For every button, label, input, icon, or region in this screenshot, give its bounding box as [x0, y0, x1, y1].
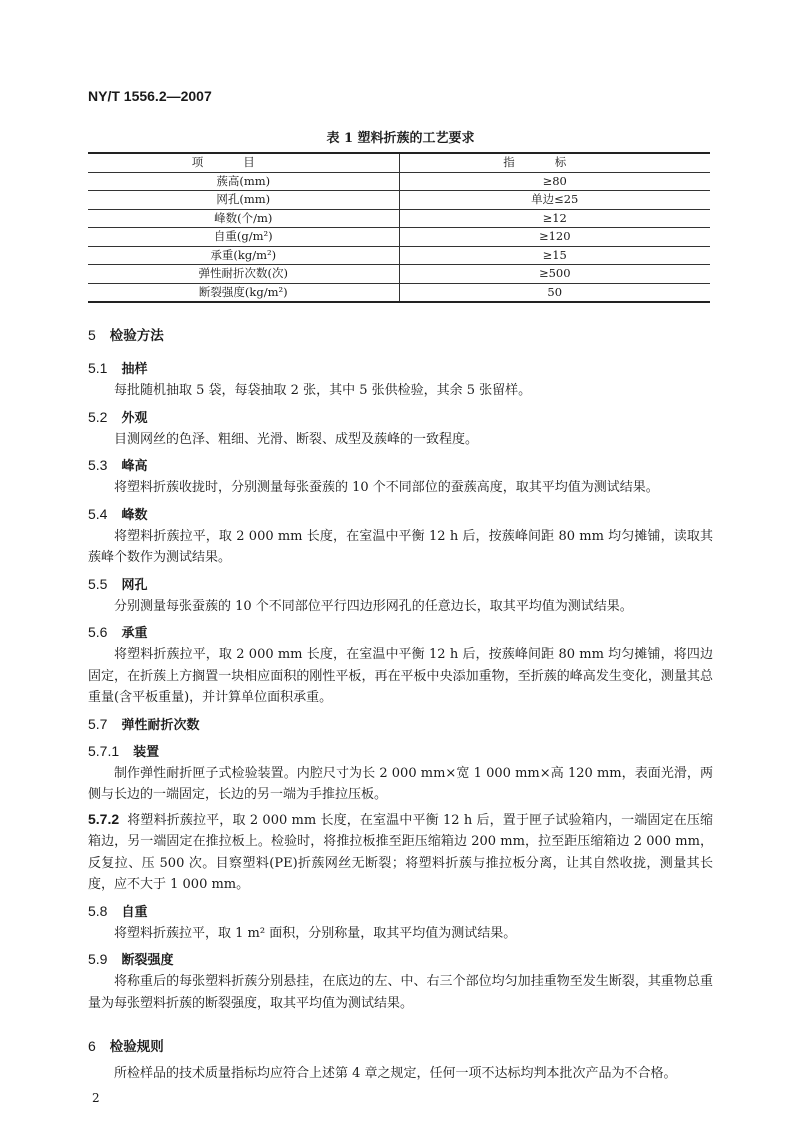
item-cell: 弹性耐折次数(次) — [88, 265, 399, 284]
section-5-6-heading: 5.6 承重 — [88, 624, 148, 641]
item-cell: 网孔(mm) — [88, 191, 399, 210]
item-cell: 蔟高(mm) — [88, 172, 399, 191]
indicator-cell: ≥12 — [399, 209, 710, 228]
standard-number: NY/T 1556.2—2007 — [88, 88, 212, 104]
section-5-2-heading: 5.2 外观 — [88, 408, 148, 426]
table-caption: 表 1 塑料折蔟的工艺要求 — [326, 131, 475, 146]
indicator-cell: ≥120 — [399, 228, 710, 247]
section-5-5-heading: 5.5 网孔 — [88, 575, 148, 593]
section-5-4-heading: 5.4 峰数 — [88, 505, 148, 523]
section-5-3-heading: 5.3 峰高 — [88, 457, 148, 474]
section-5-9-body: 将称重后的每张塑料折蔟分别悬挂，在底边的左、中、右三个部位均匀加挂重物至发生断裂，其重物总重量为每张塑料折蔟的断裂强度，取其平均值为测试结果。 — [88, 974, 713, 1011]
item-cell: 峰数(个/m) — [88, 209, 399, 228]
table-row — [88, 172, 710, 191]
column-header-item: 项目 — [88, 153, 399, 172]
section-5-7-1-heading: 5.7.1 装置 — [88, 742, 160, 760]
section-5-4-body: 将塑料折蔟拉平，取 2 000 mm 长度，在室温中平衡 12 h 后，按蔟峰间距 80 mm 均匀摊铺，读取其蔟峰个数作为测试结果。 — [88, 528, 713, 565]
section-6-heading: 6 检验规则 — [88, 1038, 164, 1055]
section-5-1-body: 每批随机抽取 5 袋，每袋抽取 2 张，其中 5 张供检验，其余 5 张留样。 — [114, 383, 532, 398]
section-5-8-heading: 5.8 自重 — [88, 902, 148, 920]
table-header-row — [88, 153, 710, 172]
indicator-cell: 50 — [399, 283, 710, 302]
section-5-8-body: 将塑料折蔟拉平，取 1 m² 面积，分别称量，取其平均值为测试结果。 — [114, 925, 517, 941]
section-5-heading: 5 检验方法 — [88, 327, 164, 344]
page-number: 2 — [92, 1090, 100, 1105]
section-5-1-heading: 5.1 抽样 — [88, 360, 148, 377]
table-row — [88, 228, 710, 247]
indicator-cell: ≥80 — [399, 172, 710, 191]
table-row — [88, 191, 710, 210]
indicator-cell: ≥15 — [399, 246, 710, 265]
section-5-5-body: 分别测量每张蚕蔟的 10 个不同部位平行四边形网孔的任意边长，取其平均值为测试结果。 — [114, 598, 633, 614]
section-5-3-body: 将塑料折蔟收拢时，分别测量每张蚕蔟的 10 个不同部位的蚕蔟高度，取其平均值为测试结果。 — [114, 480, 659, 495]
indicator-cell: 单边≤25 — [399, 191, 710, 210]
section-5-7-2-body: 5.7.2 将塑料折蔟拉平，取 2 000 mm 长度，在室温中平衡 12 h 后，置于匣子试验箱内，一端固定在压缩箱边，另一端固定在推拉板上。检验时，将推拉板推至距压缩箱边 200 mm，拉至距压缩箱边 2 000 mm，反复拉、压 500 次。目察塑料(PE)折蔟网丝无断裂；将塑料折蔟与推拉板分离，让其自然收拢，测量其长度，应不大于 1 000 mm。 — [88, 810, 713, 892]
section-5-9-heading: 5.9 断裂强度 — [88, 951, 174, 968]
column-header-indicator: 指标 — [399, 153, 710, 172]
item-cell: 自重(g/m²) — [88, 228, 399, 247]
section-5-7-heading: 5.7 弹性耐折次数 — [88, 715, 200, 733]
table-row — [88, 283, 710, 302]
section-5-6-body: 将塑料折蔟拉平，取 2 000 mm 长度，在室温中平衡 12 h 后，按蔟峰间距 80 mm 均匀摊铺，将四边固定，在折蔟上方搁置一块相应面积的刚性平板，再在平板中央添加重物，至折蔟的峰高发生变化，测量其总重量(含平板重量)，并计算单位面积承重。 — [88, 647, 713, 705]
table-row — [88, 246, 710, 265]
indicator-cell: ≥500 — [399, 265, 710, 284]
table-row — [88, 265, 710, 284]
section-6-body: 所检样品的技术质量指标均应符合上述第 4 章之规定，任何一项不达标均判本批次产品为不合格。 — [114, 1066, 677, 1081]
table-row — [88, 209, 710, 228]
section-5-2-body: 目测网丝的色泽、粗细、光滑、断裂、成型及蔟峰的一致程度。 — [114, 431, 479, 447]
process-requirements-table — [88, 152, 710, 303]
item-cell: 断裂强度(kg/m²) — [88, 283, 399, 302]
item-cell: 承重(kg/m²) — [88, 246, 399, 265]
section-5-7-1-body: 制作弹性耐折匣子式检验装置。内腔尺寸为长 2 000 mm×宽 1 000 mm×高 120 mm，表面光滑，两侧与长边的一端固定，长边的另一端为手推拉压板。 — [88, 765, 713, 802]
